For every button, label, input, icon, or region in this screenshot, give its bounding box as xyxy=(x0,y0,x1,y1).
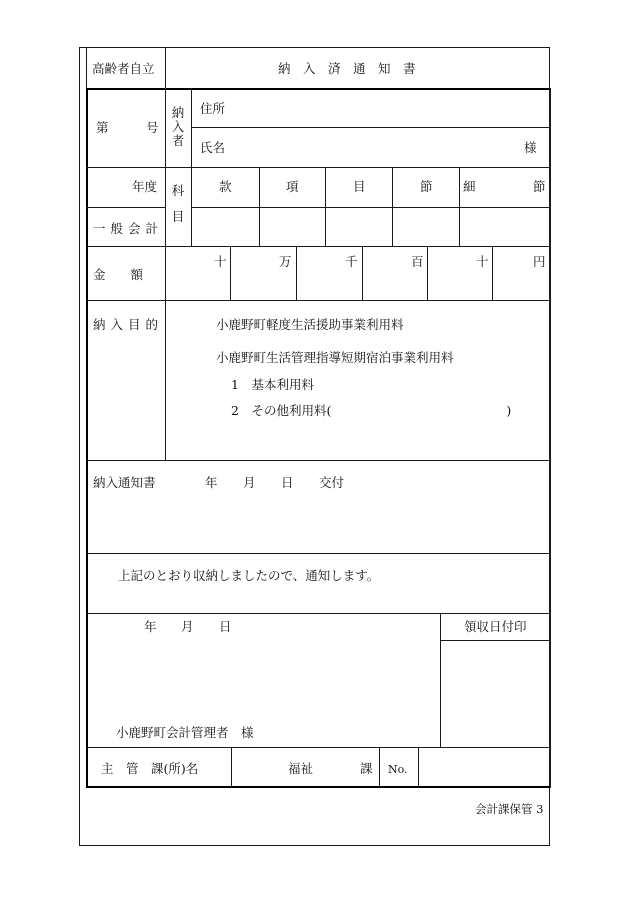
divider xyxy=(86,47,87,89)
divider xyxy=(86,747,550,748)
divider xyxy=(550,88,551,788)
footer-note: 会計課保管 3 xyxy=(475,802,544,816)
purpose-label: 納入目的 xyxy=(93,317,164,332)
dept-label: 主 管 課(所)名 xyxy=(101,761,199,776)
name-label: 氏名 xyxy=(200,140,226,155)
purpose-line-2: 小鹿野町生活管理指導短期宿泊事業利用料 xyxy=(216,350,454,365)
table-border-left xyxy=(86,88,88,788)
divider xyxy=(86,167,550,168)
divider xyxy=(86,613,550,614)
divider xyxy=(362,246,363,301)
notice-month: 月 xyxy=(243,475,256,490)
divider xyxy=(492,246,493,301)
page-frame-top xyxy=(79,47,549,48)
receipt-stamp-label: 領収日付印 xyxy=(464,619,527,634)
divider xyxy=(191,127,550,128)
dept-name: 福祉 xyxy=(288,761,314,776)
subject-header-setsu: 節 xyxy=(420,179,433,194)
divider xyxy=(230,246,231,301)
table-border-bottom xyxy=(86,786,551,788)
notice-text: 上記のとおり収納しましたので、通知します。 xyxy=(118,568,380,583)
purpose-line-4: 2 その他利用料( ) xyxy=(231,403,512,418)
recipient: 小鹿野町会計管理者 様 xyxy=(116,725,254,740)
purpose-line-1: 小鹿野町軽度生活援助事業利用料 xyxy=(216,317,404,332)
divider xyxy=(191,207,550,208)
amount-unit-man: 万 xyxy=(279,254,292,269)
divider xyxy=(440,640,550,641)
divider xyxy=(86,460,550,461)
divider xyxy=(86,553,550,554)
header-left-label: 高齢者自立 xyxy=(92,61,155,76)
subject-header-kou: 項 xyxy=(286,179,299,194)
divider xyxy=(191,88,192,168)
form-title: 納 入 済 通 知 書 xyxy=(278,61,416,76)
notice-issued: 交付 xyxy=(319,475,345,490)
subject-label: 科 目 xyxy=(171,183,185,224)
divider xyxy=(427,246,428,301)
divider xyxy=(440,613,441,748)
subject-header-setsu-2: 節 xyxy=(533,179,546,194)
notice-label: 納入通知書 xyxy=(93,475,156,490)
notice-year: 年 xyxy=(205,475,218,490)
dept-suffix: 課 xyxy=(360,761,373,776)
divider xyxy=(191,167,192,247)
divider xyxy=(259,167,260,247)
purpose-line-3: 1 基本利用料 xyxy=(231,377,314,392)
divider xyxy=(379,747,380,787)
divider xyxy=(325,167,326,247)
sign-year: 年 xyxy=(144,619,157,634)
number-label: 第 号 xyxy=(96,120,159,135)
page-frame-left xyxy=(79,47,80,845)
divider xyxy=(418,747,419,787)
honorific: 様 xyxy=(524,140,537,155)
fiscal-year-label: 年度 xyxy=(132,179,158,194)
divider xyxy=(459,167,460,247)
subject-header-sai: 細 xyxy=(463,179,476,194)
divider xyxy=(165,47,166,89)
sign-month: 月 xyxy=(181,619,194,634)
divider xyxy=(392,167,393,247)
divider xyxy=(86,300,550,301)
divider xyxy=(296,246,297,301)
amount-unit-ju-2: 十 xyxy=(476,254,489,269)
table-border-top xyxy=(86,88,551,90)
notice-day: 日 xyxy=(281,475,294,490)
amount-unit-ju: 十 xyxy=(214,254,227,269)
subject-header-moku: 目 xyxy=(353,179,366,194)
subject-header-kan: 款 xyxy=(219,179,232,194)
divider xyxy=(86,207,165,208)
address-label: 住所 xyxy=(200,101,226,116)
payer-label: 納 入 者 xyxy=(171,105,185,148)
amount-unit-en: 円 xyxy=(533,254,546,269)
divider xyxy=(86,246,550,247)
sign-day: 日 xyxy=(219,619,232,634)
amount-unit-sen: 千 xyxy=(345,254,358,269)
amount-label: 金 額 xyxy=(93,267,144,282)
amount-unit-hyaku: 百 xyxy=(411,254,424,269)
page-frame-bottom xyxy=(79,845,550,846)
divider xyxy=(549,47,550,89)
divider xyxy=(231,747,232,787)
account-label: 一般会計 xyxy=(93,221,164,236)
no-label: No. xyxy=(388,763,408,776)
divider xyxy=(165,88,166,460)
